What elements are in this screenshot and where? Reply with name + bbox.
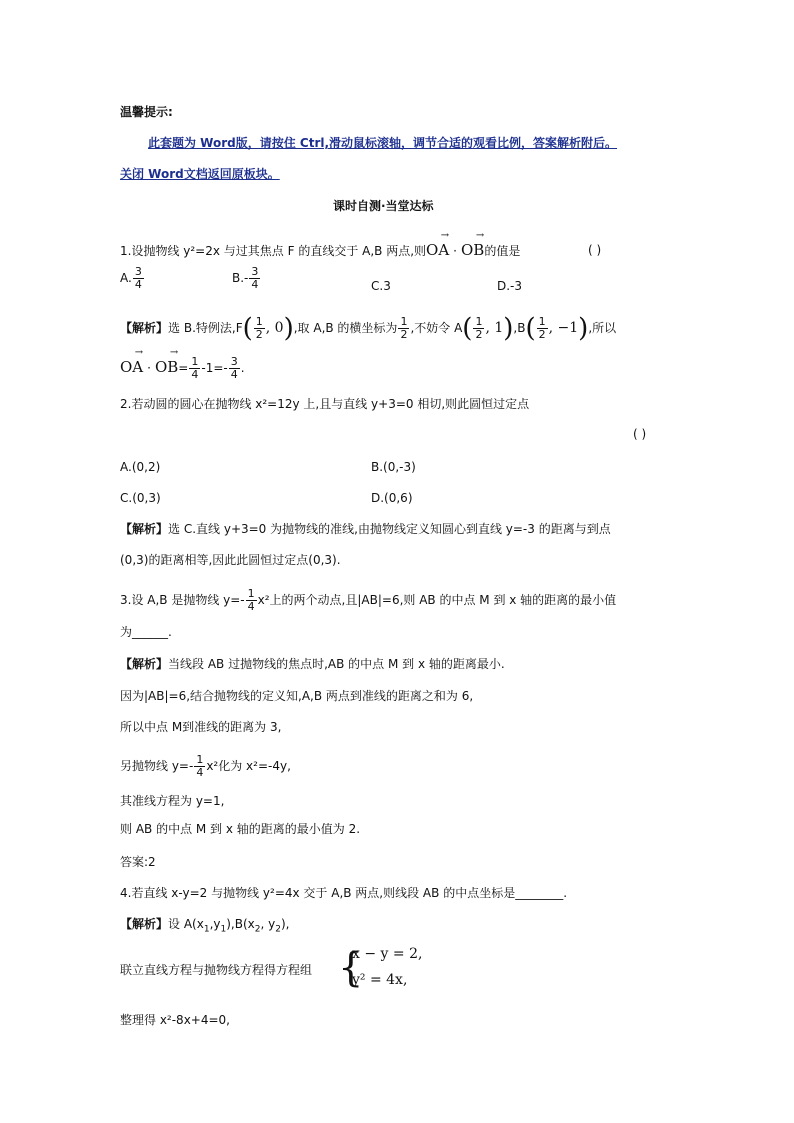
q4-solution-line-2: 联立直线方程与抛物线方程得方程组 — [120, 963, 313, 977]
fraction: $\frac{3}{4}$ — [134, 265, 142, 291]
fraction: $\frac{1}{2}$ — [475, 315, 483, 341]
q2-option-a: A.(0,2) — [120, 460, 161, 474]
option-a-label: A. — [120, 271, 132, 285]
q4-solution-line-1: 【解析】设 $A(x_1,y_1),B(x_2$, $y_2$), — [120, 917, 290, 935]
q3-stem-2: 为______. — [120, 625, 172, 639]
q2-stem: 2.若动圆的圆心在抛物线 x²=12y 上,且与直线 y+3=0 相切,则此圆恒过定点 — [120, 397, 530, 411]
dot-operator: · — [453, 244, 457, 258]
q2-solution-line-2: (0,3)的距离相等,因此此圆恒过定点(0,3). — [120, 553, 341, 567]
q4-solution-line-3: 整理得 x²-8x+4=0, — [120, 1013, 230, 1027]
q3-solution-line-3: 所以中点 M到准线的距离为 3, — [120, 720, 282, 734]
option-b-label: B.- — [232, 271, 249, 285]
q1-answer-paren: ( ) — [588, 243, 602, 257]
solution-tag: 【解析】 — [120, 522, 169, 536]
q2-answer-paren: ( ) — [633, 427, 647, 441]
q1-option-c: C.3 — [371, 279, 391, 293]
tip-line-1: 此套题为 Word版，请按住 Ctrl,滑动鼠标滚轴，调节合适的观看比例，答案解析附后。 — [148, 136, 618, 150]
vector-oa: → OA — [426, 242, 449, 258]
q1-option-d: D.-3 — [497, 279, 523, 293]
system-equation-1: x − y = 2, — [352, 946, 423, 962]
q2-solution-line-1: 【解析】选 C.直线 y+3=0 为抛物线的准线,由抛物线定义知圆心到直线 y=-3 的距离与到点 — [120, 522, 611, 536]
fraction: $\frac{1}{2}$ — [255, 315, 263, 341]
q1-stem-a: 1.设抛物线 y²=2x 与过其焦点 F 的直线交于 A,B 两点,则 — [120, 244, 427, 258]
q1-stem-b: 的值是 — [484, 244, 521, 258]
fraction: $\frac{1}{4}$ — [196, 753, 204, 779]
q1-solution-line-1: 【解析】选 B.特例法,F( $\frac{1}{2}$ , 0),取 A,B 的横坐标为 $\frac{1}{2}$ ,不妨令 A( $\frac{1}{2}$ , 1),B( $\frac{1}{2}$ , −1),所以 — [120, 313, 617, 344]
answer-blank[interactable]: ________ — [515, 886, 564, 900]
q3-solution-line-6: 则 AB 的中点 M 到 x 轴的距离的最小值为 2. — [120, 822, 361, 836]
q3-solution-line-1: 【解析】当线段 AB 过抛物线的焦点时,AB 的中点 M 到 x 轴的距离最小. — [120, 657, 505, 671]
q2-option-c: C.(0,3) — [120, 491, 161, 505]
equation-system-brace: { — [338, 945, 364, 991]
q1-option-a — [120, 266, 145, 291]
fraction: $\frac{1}{4}$ — [247, 587, 255, 613]
section-title: 课时自测·当堂达标 — [333, 199, 434, 213]
q3-answer: 答案:2 — [120, 855, 156, 869]
solution-tag: 【解析】 — [120, 321, 169, 335]
tip-line-2: 关闭 Word文档返回原板块。 — [120, 167, 280, 181]
q3-solution-line-2: 因为|AB|=6,结合抛物线的定义知,A,B 两点到准线的距离之和为 6, — [120, 689, 474, 703]
q2-option-b: B.(0,-3) — [371, 460, 416, 474]
fraction: $\frac{1}{4}$ — [191, 355, 199, 381]
q3-solution-line-5: 其准线方程为 y=1, — [120, 794, 225, 808]
fraction: $\frac{1}{2}$ — [400, 315, 408, 341]
q4-stem: 4.若直线 x-y=2 与抛物线 y²=4x 交于 A,B 两点,则线段 AB 的中点坐标是________. — [120, 886, 568, 900]
vector-oa: → OA — [120, 359, 143, 375]
q1-solution-line-2: → OA ·→ OB= $\frac{1}{4}$ -1=- $\frac{3}{4}$ . — [120, 356, 245, 381]
fraction: $\frac{3}{4}$ — [230, 355, 238, 381]
q3-solution-line-4: 另抛物线 y=- $\frac{1}{4}$ x²化为 x²=-4y, — [120, 753, 291, 779]
vector-ob: → OB — [155, 359, 178, 375]
q2-option-d: D.(0,6) — [371, 491, 413, 505]
vector-ob: → OB — [461, 242, 484, 258]
fraction: $\frac{3}{4}$ — [251, 265, 259, 291]
answer-blank[interactable]: ______ — [132, 625, 169, 639]
tip-title: 温馨提示: — [120, 105, 173, 119]
solution-tag: 【解析】 — [120, 657, 169, 671]
q1-stem — [120, 242, 520, 259]
q1-option-b — [232, 266, 261, 291]
q1-sol-a: 选 B.特例法,F — [168, 321, 243, 335]
solution-tag: 【解析】 — [120, 917, 169, 931]
system-equation-2: y² = 4x, — [352, 972, 408, 988]
q3-stem: 3.设 A,B 是抛物线 y=- $\frac{1}{4}$ x²上的两个动点,且|AB|=6,则 AB 的中点 M 到 x 轴的距离的最小值 — [120, 587, 617, 613]
fraction: $\frac{1}{2}$ — [538, 315, 546, 341]
